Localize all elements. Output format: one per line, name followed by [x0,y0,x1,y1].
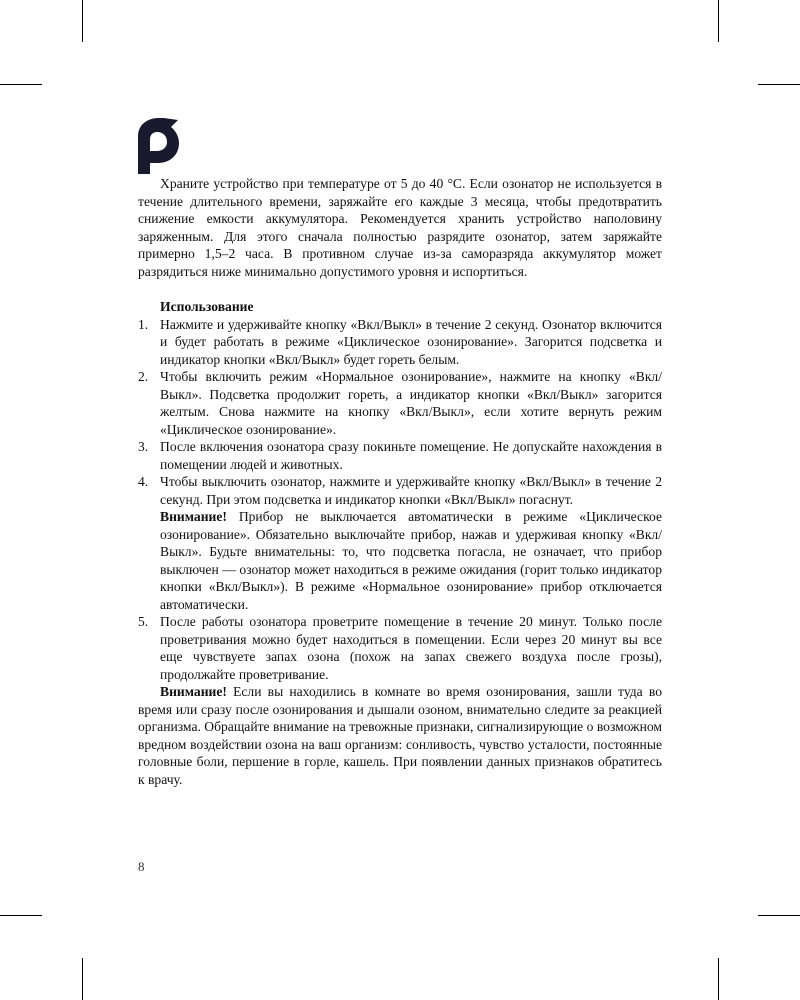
list-item [138,368,662,438]
final-warning [138,683,662,788]
list-item [138,613,662,683]
warning-text: Если вы находились в комнате во время озонирования, зашли туда во время или сразу после озонирования и дышали озоном, внимательно следите за реакцией организма. Обращайте внимание на тревожные признаки, сигнализирующие о возможном вредном воздействии озона на ваш организм: сонливость, чувство усталости, постоянные головные боли, першение в горле, кашель. При появлении данных признаков обратитесь к врачу. [138,684,662,787]
crop-mark-bottom-right-v [718,958,719,1000]
warning-label: Внимание! [160,684,227,699]
step4-warning [160,508,662,613]
step-text: Чтобы выключить озонатор, нажмите и удерживайте кнопку «Вкл/Выкл» в течение 2 секунд. При этом подсветка и индикатор кнопки «Вкл/Выкл» погаснут. [160,474,662,507]
crop-mark-top-left-h [0,84,42,85]
crop-mark-bottom-right-h [758,915,800,916]
document-body [138,175,662,788]
storage-paragraph: Храните устройство при температуре от 5 до 40 °С. Если озонатор не используется в течение длительного времени, заряжайте его каждые 3 месяца, чтобы предотвратить снижение емкости аккумулятора. Рекомендуется хранить устройство наполовину заряженным. Для этого сначала полностью разрядите озонатор, затем заряжайте примерно 1,5–2 часа. В противном случае из-за саморазряда аккумулятор может разрядиться ниже минимально допустимого уровня и испортиться. [138,176,662,279]
page-number: 8 [138,859,145,874]
step-number: 2. [138,369,149,384]
list-item [138,438,662,473]
brand-logo-icon [134,116,186,178]
crop-mark-bottom-left-h [0,915,42,916]
list-item [138,473,662,613]
crop-mark-top-right-h [758,84,800,85]
warning-label: Внимание! [160,509,227,524]
crop-mark-top-left-v [82,0,83,42]
list-item [138,316,662,369]
warning-text: Прибор не выключается автоматически в режиме «Циклическое озонирование». Обязательно выключайте прибор, нажав и удерживая кнопку «Вкл/Выкл». Будьте внимательны: то, что подсветка погасла, не означает, что прибор выключен — озонатор может находиться в режиме ожидания (горит только индикатор кнопки «Вкл/Выкл»). В режиме «Нормальное озонирование» прибор отключается автоматически. [160,509,662,612]
crop-mark-bottom-left-v [82,958,83,1000]
step-number: 1. [138,316,149,332]
step-text: После работы озонатора проветрите помещение в течение 20 минут. Только после проветривания можно будет находиться в помещении. Если через 20 минут вы все еще чувствуете запах озона (похож на запах свежего воздуха после грозы), продолжайте проветривание. [160,614,662,682]
step-number: 4. [138,474,149,489]
step-number: 3. [138,439,149,454]
crop-mark-top-right-v [718,0,719,42]
step-number: 5. [138,614,149,629]
usage-steps-list [138,316,662,684]
usage-heading: Использование [160,299,254,314]
step-text: Нажмите и удерживайте кнопку «Вкл/Выкл» в течение 2 секунд. Озонатор включится и будет работать в режиме «Циклическое озонирование». Загорится подсветка и индикатор кнопки «Вкл/Выкл» будет гореть белым. [160,316,662,367]
step-text: После включения озонатора сразу покиньте помещение. Не допускайте нахождения в помещении людей и животных. [160,439,662,472]
step-text: Чтобы включить режим «Нормальное озонирование», нажмите на кнопку «Вкл/Выкл». Подсветка продолжит гореть, а индикатор кнопки «Вкл/Выкл» загорится желтым. Снова нажмите на кнопку «Вкл/Выкл», если хотите вернуть режим «Циклическое озонирование». [160,369,662,437]
